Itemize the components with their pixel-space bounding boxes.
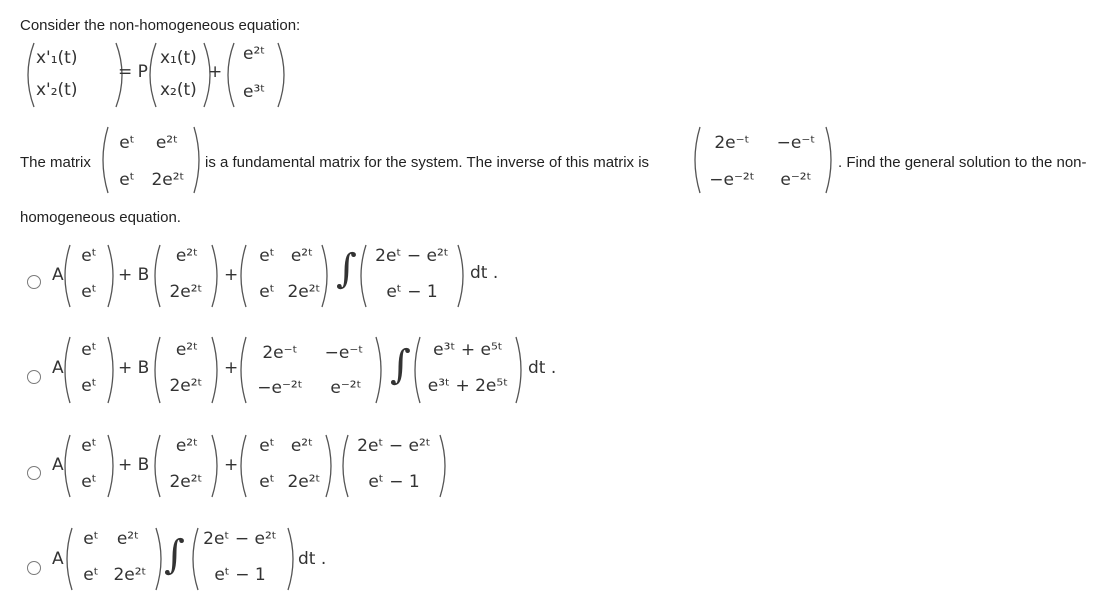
option-3-B: + B (118, 455, 150, 475)
option-2-m-12: −e⁻ᵗ (324, 343, 364, 363)
option-1-m-12: e²ᵗ (290, 246, 314, 266)
option-4-dt: dt . (298, 549, 327, 569)
option-4-integral-sign: ∫ (164, 532, 185, 578)
option-2-v2-1: e²ᵗ (175, 340, 199, 360)
option-2-int-1: e³ᵗ + e⁵ᵗ (433, 340, 503, 360)
option-1-m-21: eᵗ (259, 282, 275, 302)
option-1-v2-1: e²ᵗ (175, 246, 199, 266)
forcing-row1: e²ᵗ (243, 44, 266, 64)
x-row1: x₁(t) (160, 48, 197, 68)
option-1-int-1: 2eᵗ − e²ᵗ (375, 246, 449, 266)
option-3-v2-2: 2e²ᵗ (169, 472, 203, 492)
option-4-int-1: 2eᵗ − e²ᵗ (203, 529, 277, 549)
plus-sign: + (208, 62, 223, 82)
option-4-int-2: eᵗ − 1 (214, 565, 266, 585)
option-4-m-21: eᵗ (83, 565, 99, 585)
x-row2: x₂(t) (160, 80, 197, 100)
inv-12: −e⁻ᵗ (776, 133, 816, 153)
option-3-v1-2: eᵗ (81, 472, 97, 492)
text-homogeneous: homogeneous equation. (20, 209, 181, 226)
option-2-dt: dt . (528, 358, 557, 378)
option-4-m-22: 2e²ᵗ (113, 565, 147, 585)
lhs-row1: x'₁(t) (36, 48, 78, 68)
option-4-radio[interactable] (27, 561, 41, 575)
option-4-m-12: e²ᵗ (116, 529, 140, 549)
option-1-m-11: eᵗ (259, 246, 275, 266)
equals-P: = P (118, 62, 148, 82)
option-1-m-22: 2e²ᵗ (287, 282, 321, 302)
option-3-v2-1: e²ᵗ (175, 436, 199, 456)
option-1-integral-sign: ∫ (336, 246, 357, 292)
option-2-m-11: 2e⁻ᵗ (262, 343, 298, 363)
option-1-v1-1: eᵗ (81, 246, 97, 266)
option-3-m-22: 2e²ᵗ (287, 472, 321, 492)
option-1-v1-2: eᵗ (81, 282, 97, 302)
text-fundamental: is a fundamental matrix for the system. The inverse of this matrix is (205, 154, 650, 171)
option-4-m-11: eᵗ (83, 529, 99, 549)
option-1-int-2: eᵗ − 1 (386, 282, 438, 302)
option-3-m-21: eᵗ (259, 472, 275, 492)
option-3-m-12: e²ᵗ (290, 436, 314, 456)
fm-12: e²ᵗ (155, 133, 179, 153)
option-1-A: A (52, 265, 64, 285)
option-2-v1-2: eᵗ (81, 376, 97, 396)
option-3-vec-1: 2eᵗ − e²ᵗ (357, 436, 431, 456)
option-1-radio[interactable] (27, 275, 41, 289)
option-2-v1-1: eᵗ (81, 340, 97, 360)
option-2-radio[interactable] (27, 370, 41, 384)
option-3-radio[interactable] (27, 466, 41, 480)
option-1-dt: dt . (470, 263, 499, 283)
option-2-v2-2: 2e²ᵗ (169, 376, 203, 396)
text-find-solution: . Find the general solution to the non- (838, 154, 1087, 171)
option-1-v2-2: 2e²ᵗ (169, 282, 203, 302)
option-3-vec-2: eᵗ − 1 (368, 472, 420, 492)
option-3-A: A (52, 455, 64, 475)
option-3-v1-1: eᵗ (81, 436, 97, 456)
option-2-plus: + (224, 358, 239, 378)
inv-21: −e⁻²ᵗ (709, 170, 755, 190)
option-4-A: A (52, 549, 64, 569)
fm-22: 2e²ᵗ (151, 170, 185, 190)
inv-11: 2e⁻ᵗ (714, 133, 750, 153)
option-1-B: + B (118, 265, 150, 285)
text-the-matrix: The matrix (20, 154, 91, 171)
fm-11: eᵗ (119, 133, 135, 153)
fm-21: eᵗ (119, 170, 135, 190)
option-2-B: + B (118, 358, 150, 378)
option-2-m-21: −e⁻²ᵗ (257, 378, 303, 398)
inv-22: e⁻²ᵗ (780, 170, 812, 190)
forcing-row2: e³ᵗ (243, 82, 266, 102)
option-2-A: A (52, 358, 64, 378)
option-3-m-11: eᵗ (259, 436, 275, 456)
option-2-m-22: e⁻²ᵗ (330, 378, 362, 398)
option-1-plus: + (224, 265, 239, 285)
lhs-row2: x'₂(t) (36, 80, 78, 100)
option-2-int-2: e³ᵗ + 2e⁵ᵗ (427, 376, 509, 396)
option-3-plus: + (224, 455, 239, 475)
option-2-integral-sign: ∫ (390, 342, 411, 388)
question-intro: Consider the non-homogeneous equation: (20, 17, 301, 34)
